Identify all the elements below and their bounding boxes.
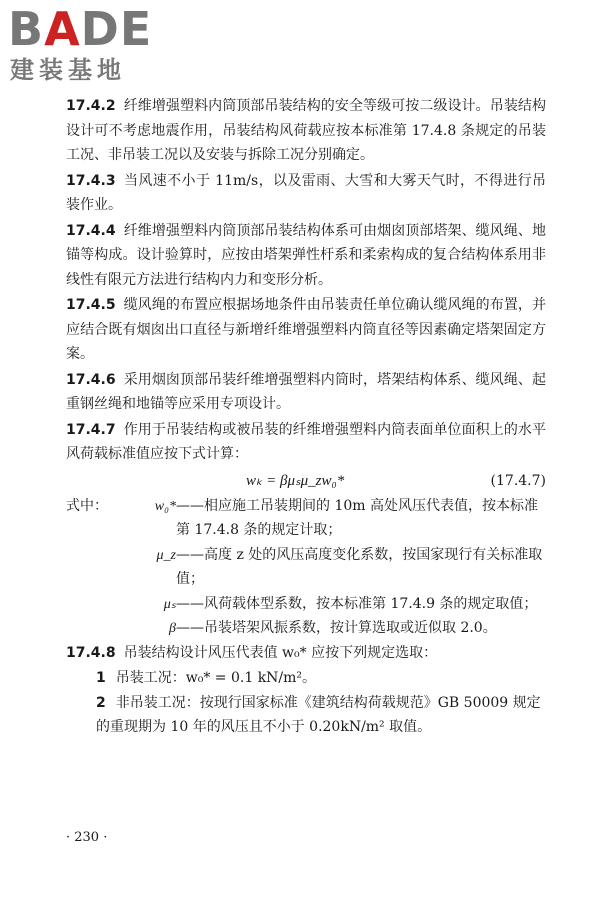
where-item: β ——吊装塔架风振系数，按计算选取或近似取 2.0。	[169, 620, 497, 636]
clause-17-4-2: 17.4.2 纤维增强塑料内筒顶部吊装结构的安全等级可按二级设计。吊装结构设计可不考虑地震作用，吊装结构风荷载应按本标准第 17.4.8 条规定的吊装工况、非吊装工况以及安装与拆除工况分别确定。	[66, 98, 546, 163]
where-item: μₛ ——风荷载体型系数，按本标准第 17.4.9 条的规定取值；	[163, 595, 538, 612]
clause-17-4-6: 17.4.6 采用烟囱顶部吊装纤维增强塑料内筒时，塔架结构体系、缆风绳、起重钢丝绳和地锚等应采用专项设计。	[66, 371, 546, 412]
equation-17-4-7	[66, 468, 546, 494]
equation-number: (17.4.7)	[490, 472, 546, 489]
page-number: · 230 ·	[66, 830, 108, 845]
logo-wordmark: BADE	[8, 2, 153, 56]
clause-17-4-7: 17.4.7 作用于吊装结构或被吊装的纤维增强塑料内筒表面单位面积上的水平风荷载标准值应按下式计算：	[66, 421, 546, 462]
sub-item-1: 1 吊装工况：w₀* = 0.1 kN/m²。	[96, 670, 317, 686]
clause-17-4-4: 17.4.4 纤维增强塑料内筒顶部吊装结构体系可由烟囱顶部塔架、缆风绳、地锚等构成。设计验算时，应按由塔架弹性杆系和柔索构成的复合结构体系用非线性有限元方法进行结构内力和变形分析。	[66, 222, 546, 288]
where-list	[66, 494, 546, 641]
logo-subtitle: 建装基地	[10, 56, 126, 84]
where-item: μ_z ——高度 z 处的风压高度变化系数，按国家现行有关标准取值；	[156, 546, 543, 587]
clause-17-4-5: 17.4.5 缆风绳的布置应根据场地条件由吊装责任单位确认缆风绳的布置，并应结合既有烟囱出口直径与新增纤维增强塑料内筒直径等因素确定塔架固定方案。	[66, 297, 546, 362]
equation-formula: wₖ = βμₛμ_zw₀*	[246, 472, 345, 489]
where-item: 式中： w₀* ——相应施工吊装期间的 10m 高处风压代表值，按本标准第 17.4.8 条的规定计取；	[66, 497, 538, 538]
document-body	[66, 94, 546, 740]
clause-17-4-8: 17.4.8 吊装结构设计风压代表值 w₀* 应按下列规定选取：	[66, 644, 438, 661]
clause-17-4-3: 17.4.3 当风速不小于 11m/s，以及雷雨、大雪和大雾天气时，不得进行吊装作业。	[66, 172, 546, 213]
logo	[8, 2, 178, 86]
sub-item-2: 2 非吊装工况：按现行国家标准《建筑结构荷载规范》GB 50009 规定的重现期为 10 年的风压且不小于 0.20kN/m² 取值。	[96, 694, 541, 735]
